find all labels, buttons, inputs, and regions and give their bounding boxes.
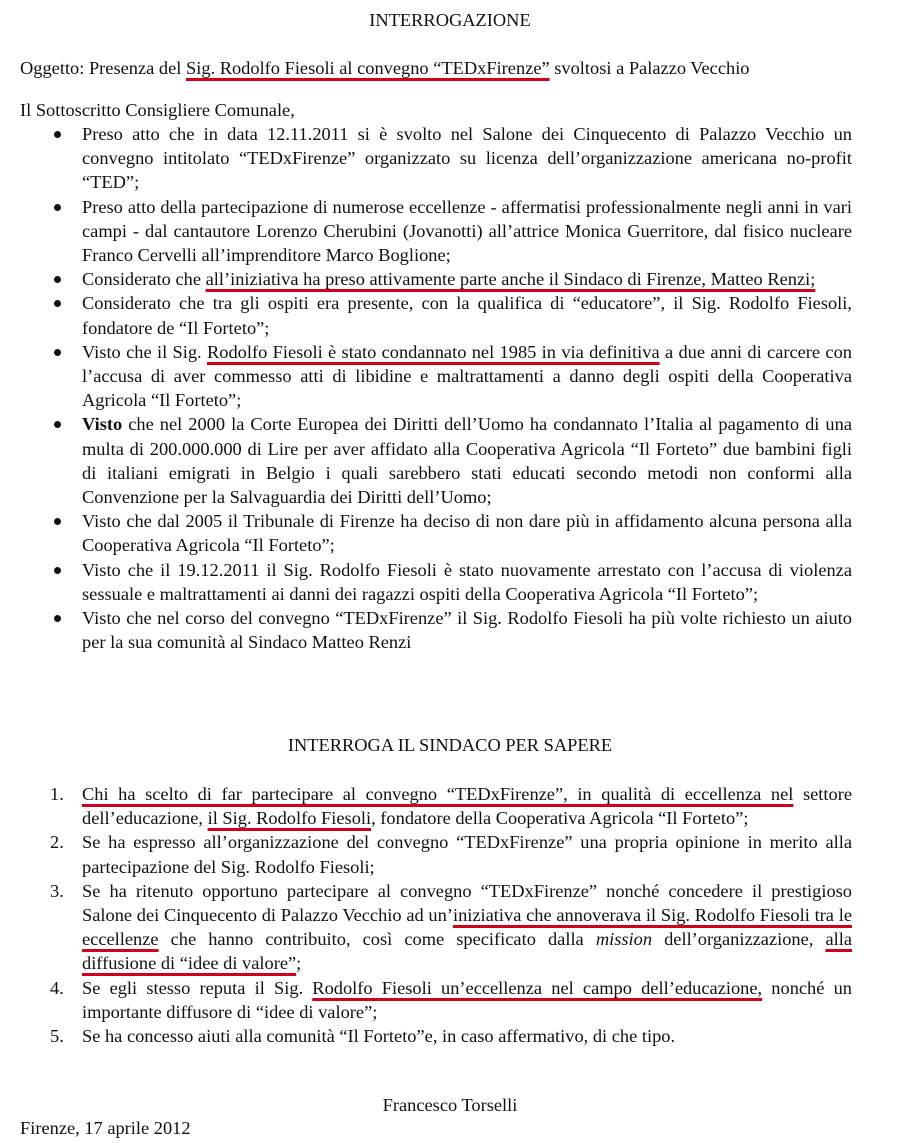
text-segment: che nel 2000 la Corte Europea dei Diritti dell’Uomo ha condannato l’Italia al pagamento di una multa di 200.000.000 di Lire per aver affidato alla Cooperativa Agricola “Il Forteto” due bambini figli di italiani emigrati in Belgio i quali sarebbero stati educati secondo metodi non conformi alla Convenzione per la Salvaguardia dei Diritti dell’Uomo; — [82, 414, 852, 508]
question-number: 5. — [50, 1026, 64, 1047]
text-segment: Preso atto della partecipazione di numerose eccellenze - affermatisi professionalmente negli anni in vari campi - dal cantautore Lorenzo Cherubini (Jovanotti) all’attrice Monica Guerritore, dal fisico nucleare Franco Cervelli all’imprenditore Marco Boglione; — [82, 196, 852, 266]
premises-list — [0, 122, 900, 654]
text-segment: , fondatore della Cooperativa Agricola “Il Forteto”; — [371, 808, 749, 829]
question-number: 4. — [50, 977, 64, 998]
bullet-icon — [54, 518, 61, 525]
text-segment: che hanno contribuito, così come specificato dalla — [158, 929, 596, 950]
text-segment: Visto che dal 2005 il Tribunale di Firenze ha deciso di non dare più in affidamento alcuna persona alla Cooperativa Agricola “Il Forteto”; — [82, 511, 852, 556]
text-segment: mission — [595, 929, 653, 950]
underlined-text: Chi ha scelto di far partecipare al convegno “TEDxFirenze”, in qualità di eccellenza nel — [82, 784, 794, 804]
bullet-icon — [54, 567, 61, 574]
text-segment: Considerato che tra gli ospiti era presente, con la qualifica di “educatore”, il Sig. Rodolfo Fiesoli, fondatore de “Il Forteto”; — [82, 293, 852, 338]
underlined-text: il Sig. Rodolfo Fiesoli — [207, 808, 372, 829]
premise-item — [0, 340, 900, 413]
subject-label: Oggetto: Presenza del — [20, 58, 186, 78]
text-segment: Se ha espresso all’organizzazione del convegno “TEDxFirenze” una propria opinione in merito alla partecipazione del Sig. Rodolfo Fiesoli; — [82, 832, 852, 877]
section-heading: INTERROGA IL SINDACO PER SAPERE — [287, 735, 613, 755]
premise-item — [0, 509, 900, 557]
text-segment: ; — [296, 953, 302, 974]
premise-item — [0, 558, 900, 606]
text-segment: Se egli stesso reputa il Sig. — [82, 977, 313, 998]
question-number: 3. — [50, 880, 64, 901]
bullet-icon — [54, 349, 61, 356]
text-segment: dell’organizzazione, — [652, 929, 826, 950]
text-segment: settore dell’educazione, — [82, 784, 852, 829]
premise-item — [0, 412, 900, 509]
bullet-icon — [54, 300, 61, 307]
question-item — [0, 976, 900, 1024]
bullet-icon — [54, 276, 61, 283]
text-segment: Visto che il 19.12.2011 il Sig. Rodolfo Fiesoli è stato nuovamente arrestato con l’accusa di violenza sessuale e maltrattamenti ai danni dei ragazzi ospiti della Cooperativa Agricola “Il Forteto”; — [82, 559, 852, 604]
premise-item — [0, 267, 900, 291]
premise-item — [0, 291, 900, 339]
text-segment: Se ha concesso aiuti alla comunità “Il Forteto”e, in caso affermativo, di che tipo. — [82, 1026, 676, 1047]
underlined-text: Rodolfo Fiesoli è stato condannato nel 1985 in via definitiva — [207, 341, 660, 362]
question-item — [0, 879, 900, 976]
text-segment: Preso atto che in data 12.11.2011 si è svolto nel Salone dei Cinquecento di Palazzo Vecchio un convegno intitolato “TEDxFirenze” organizzato su licenza dell’organizzazione americana no-profit “TED”; — [82, 124, 852, 193]
signature: Francesco Torselli — [382, 1095, 518, 1115]
text-segment: a due anni di carcere con l’accusa di aver commesso atti di libidine e maltrattamenti a danno degli ospiti della Cooperativa Agricola “Il Forteto”; — [82, 341, 852, 411]
premise-item — [0, 195, 900, 268]
underlined-text: alla diffusione di “idee di valore” — [82, 929, 852, 974]
question-item — [0, 830, 900, 878]
subject-name: Sig. Rodolfo Fiesoli al convegno “TEDxFirenze” — [185, 58, 550, 78]
subject-rest: svoltosi a Palazzo Vecchio — [549, 58, 750, 78]
bullet-icon — [54, 204, 61, 211]
premise-item — [0, 606, 900, 654]
question-item — [0, 782, 900, 830]
bullet-icon — [54, 421, 61, 428]
question-number: 1. — [50, 784, 64, 804]
underlined-text: all’iniziativa ha preso attivamente parte anche il Sindaco di Firenze, Matteo Renzi; — [205, 269, 816, 290]
text-segment: Considerato che — [82, 269, 206, 290]
place-date: Firenze, 17 aprile 2012 — [20, 1118, 191, 1138]
text-segment: Visto che nel corso del convegno “TEDxFirenze” il Sig. Rodolfo Fiesoli ha più volte richiesto un aiuto per la sua comunità al Sindaco Matteo Renzi — [82, 608, 852, 653]
underlined-text: iniziativa che annoverava il Sig. Rodolfo Fiesoli tra le eccellenze — [82, 905, 852, 950]
premise-item — [0, 122, 900, 195]
document-title: INTERROGAZIONE — [369, 10, 531, 30]
text-segment: Visto che il Sig. — [82, 341, 207, 362]
question-item — [0, 1024, 900, 1048]
bullet-icon — [54, 615, 61, 622]
bullet-icon — [54, 131, 61, 138]
text-segment: Visto — [82, 414, 123, 435]
text-segment: nonché un importante diffusore di “idee di valore”; — [82, 977, 852, 1022]
underlined-text: Rodolfo Fiesoli un’eccellenza nel campo dell’educazione, — [312, 977, 763, 998]
text-segment: Se ha ritenuto opportuno partecipare al convegno “TEDxFirenze” nonché concedere il prestigioso Salone dei Cinquecento di Palazzo Vecchio ad un’ — [82, 880, 852, 926]
question-number: 2. — [50, 832, 64, 853]
questions-list — [0, 782, 900, 1048]
subject-line — [20, 56, 750, 80]
intro-line: Il Sottoscritto Consigliere Comunale, — [20, 100, 295, 120]
